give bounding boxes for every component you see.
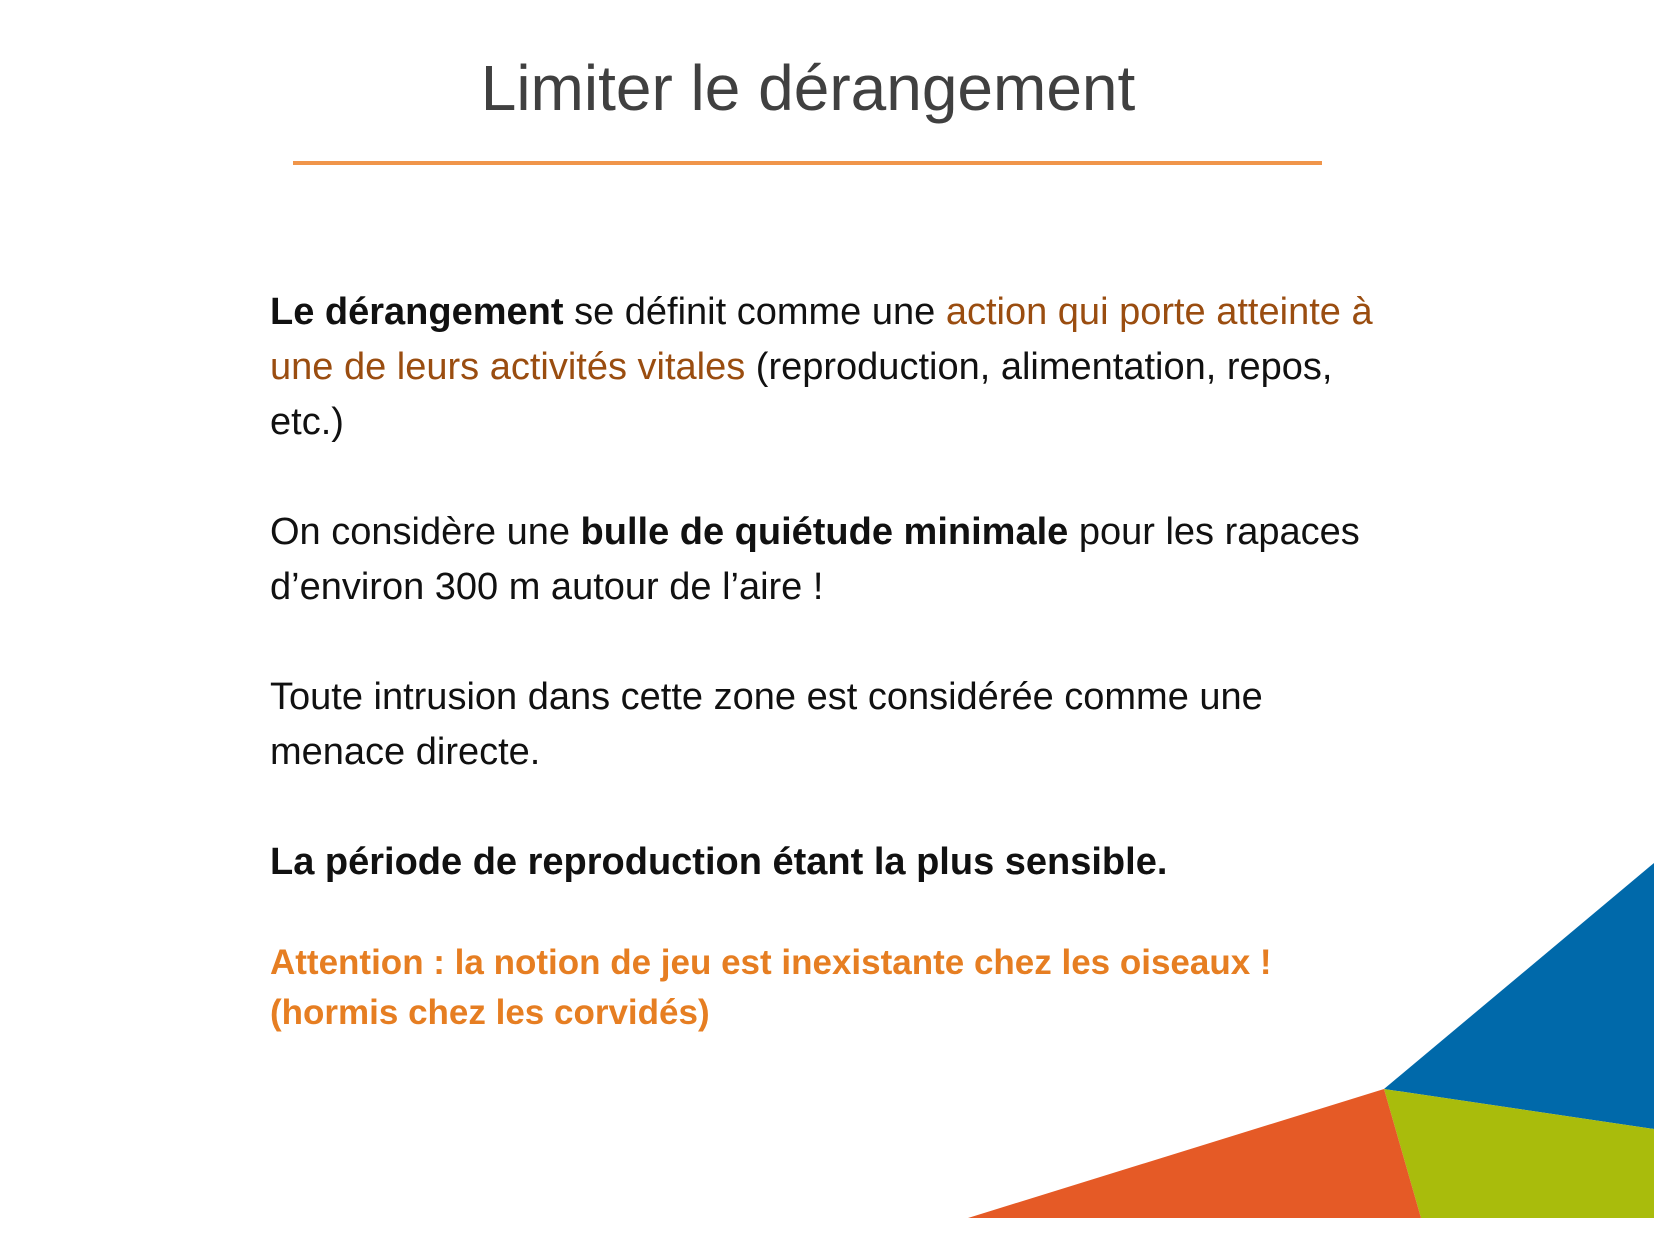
slide-title: Limiter le dérangement [480,52,1136,124]
definition-highlight: action qui porte atteinte à une de leurs activités vitales [270,291,1373,388]
intrusion-paragraph: Toute intrusion dans cette zone est considérée comme une menace directe. [270,676,1263,773]
reproduction-paragraph: La période de reproduction étant la plus sensible. [270,841,1168,883]
definition-text-1: se définit comme une [563,291,946,333]
quietude-term: bulle de quiétude minimale [580,511,1069,553]
definition-text-2: (reproduction, alimentation, repos, etc.) [270,346,1333,443]
quietude-text-1: On considère une [270,511,581,553]
warning-line-1: Attention : la notion de jeu est inexistante chez les oiseaux ! [270,943,1272,982]
warning-line-2: (hormis chez les corvidés) [270,993,710,1032]
deco-blue-triangle [1384,863,1654,1129]
deco-orange-triangle [968,1089,1421,1218]
quietude-text-2: pour les rapaces d’environ 300 m autour de l’aire ! [270,511,1360,608]
definition-term: Le dérangement [270,291,564,333]
